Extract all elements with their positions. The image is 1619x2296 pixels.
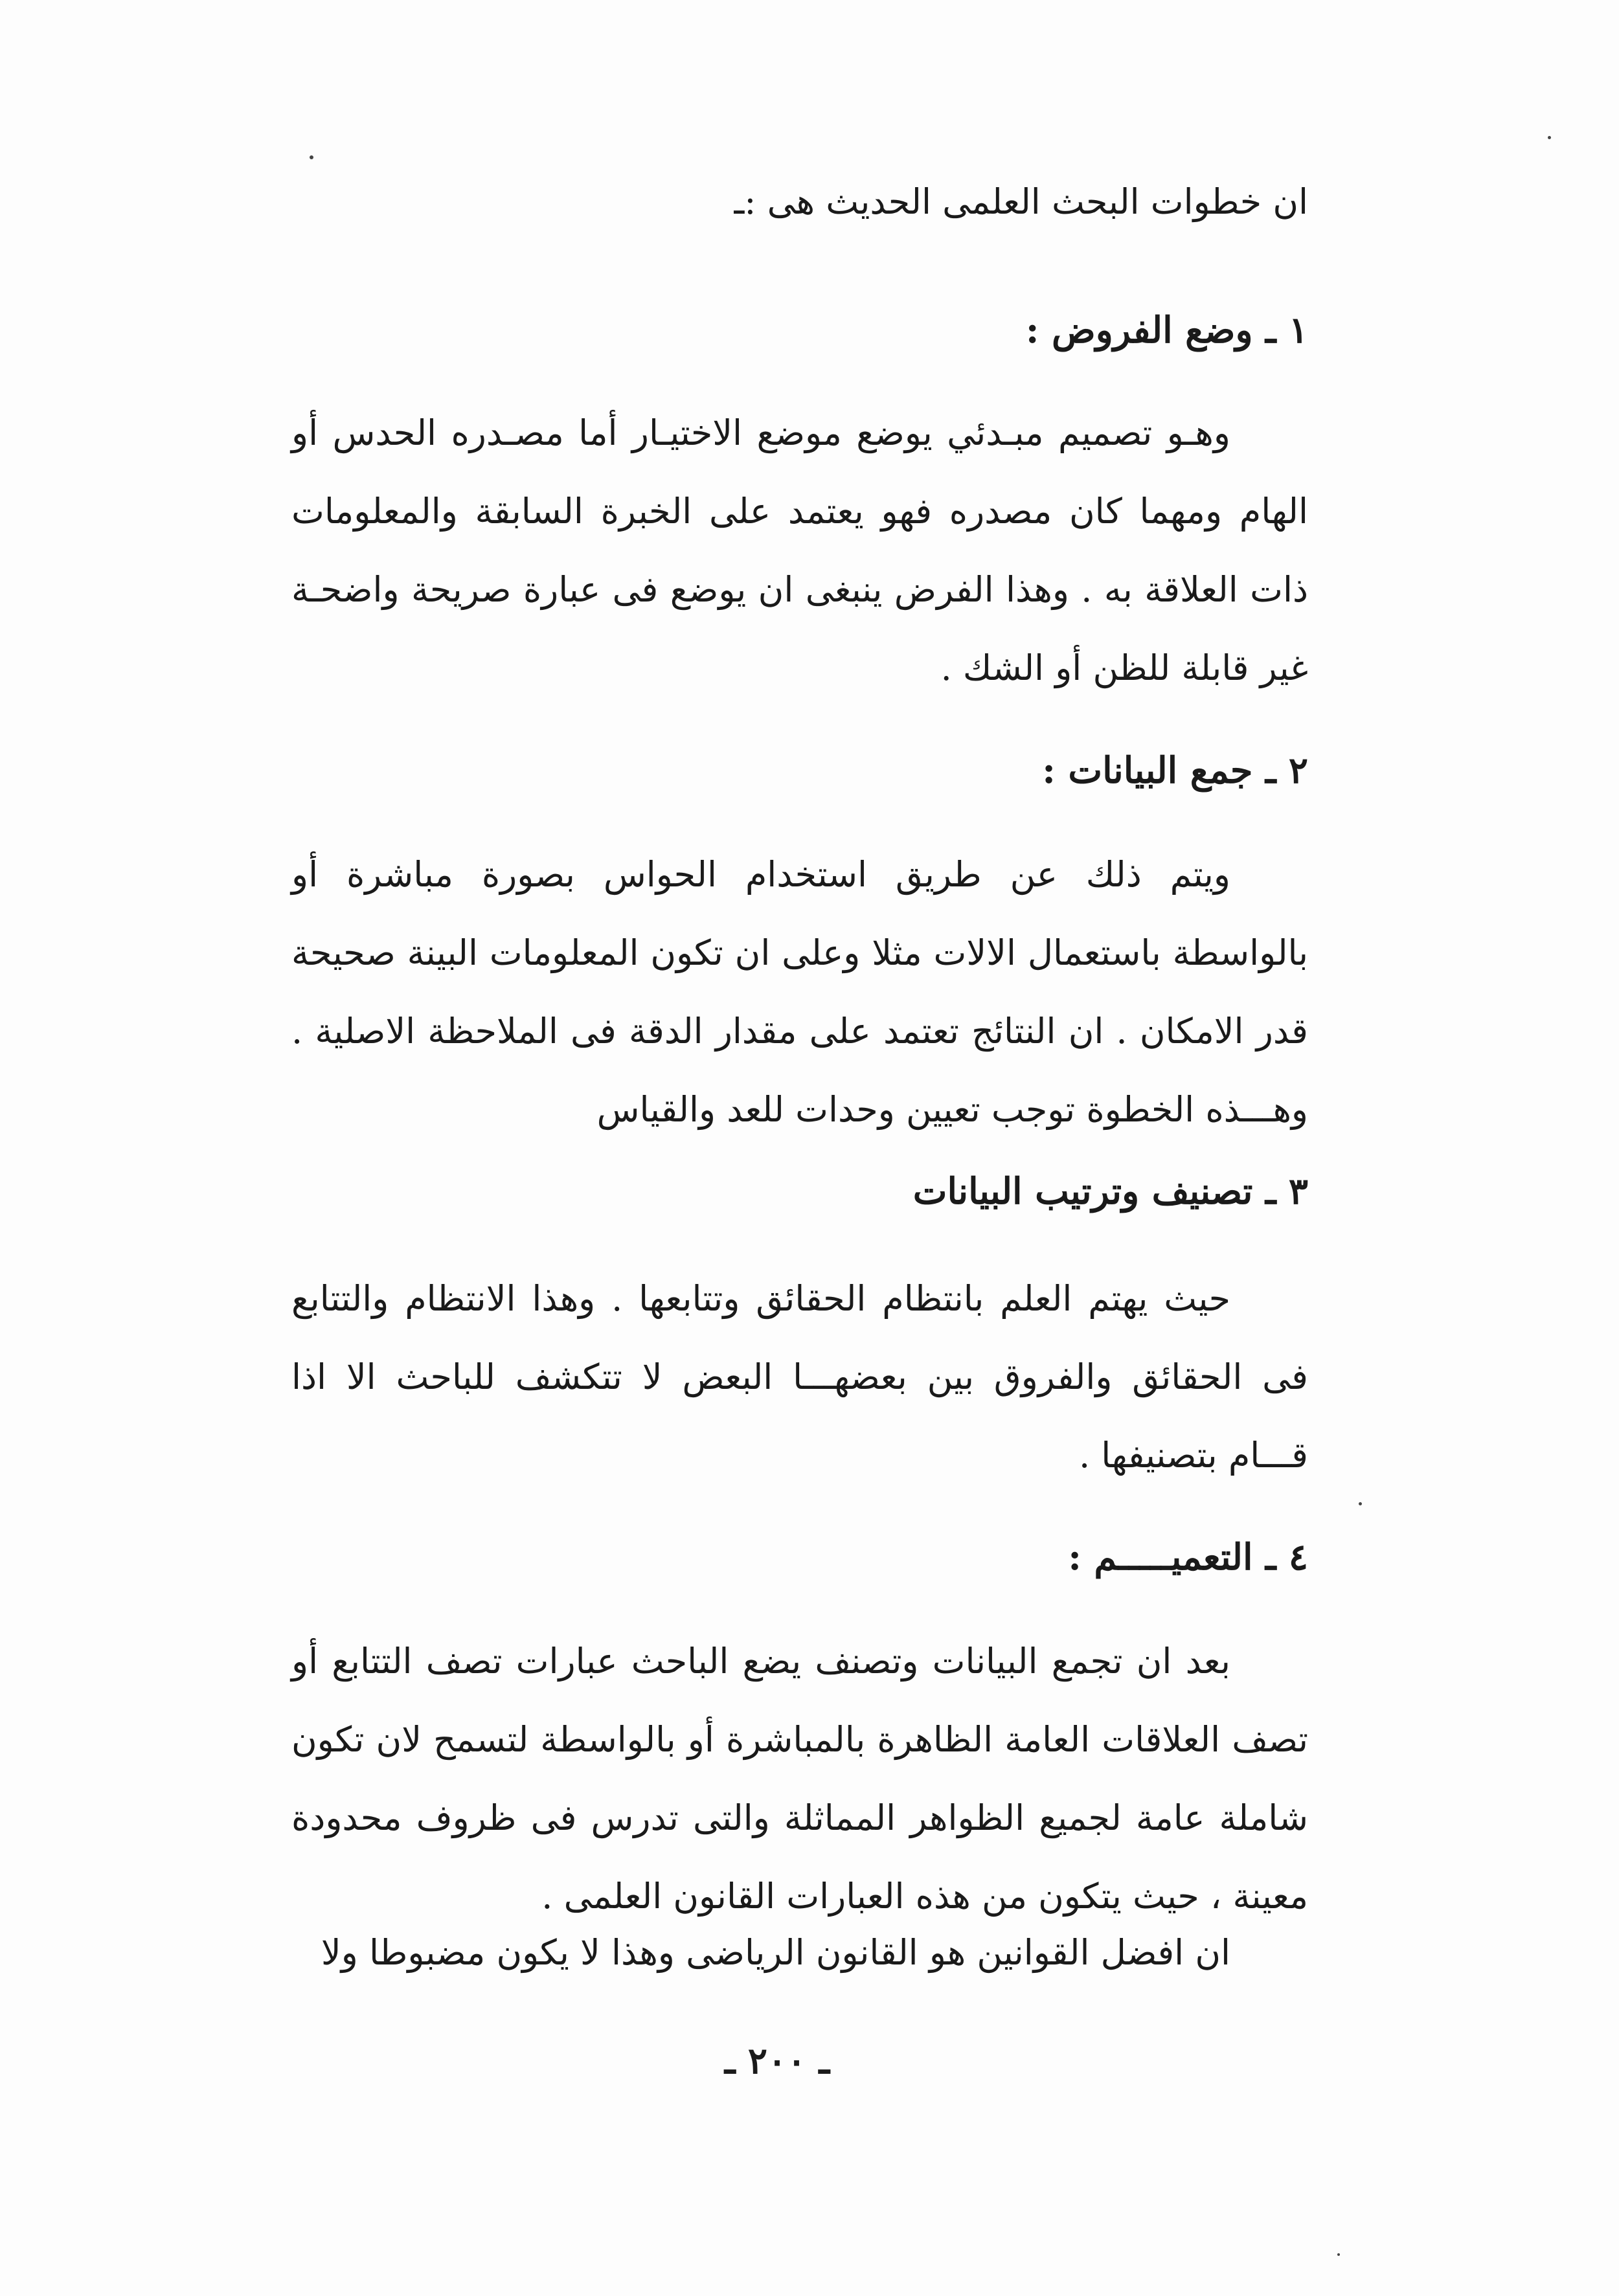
- scan-speck: [310, 155, 313, 159]
- section-paragraph-hypotheses: وهـو تصميم مبـدئي يوضع موضع الاختيـار أما مصـدره الحدس أو الهام ومهما كان مصدره فهو يعتمد على الخبرة السابقة والمعلومات ذات العلاقة به . وهذا الفرض ينبغى ان يوضع فى عبارة صريحة واضحـة غير قابلة للظن أو الشك .: [291, 412, 1308, 688]
- intro-line: ان خطوات البحث العلمى الحديث هى :ـ: [734, 181, 1308, 222]
- closing-paragraph: ان افضل القوانين هو القانون الرياضى وهذا لا يكون مضبوطا ولا: [321, 1932, 1230, 1973]
- section-paragraph-data-collection: ويتم ذلك عن طريق استخدام الحواس بصورة مباشرة أو بالواسطة باستعمال الالات مثلا وعلى ان تكون المعلومات البينة صحيحة قدر الامكان . ان النتائج تعتمد على مقدار الدقة فى الملاحظة الاصلية . وهـــذه الخطوة توجب تعيين وحدات للعد والقياس: [291, 854, 1308, 1130]
- scan-speck: [1337, 2253, 1340, 2256]
- section-paragraph-generalization: بعد ان تجمع البيانات وتصنف يضع الباحث عبارات تصف التتابع أو تصف العلاقات العامة الظاهرة بالمباشرة أو بالواسطة لتسمح لان تكون شاملة عامة لجميع الظواهر المماثلة والتى تدرس فى ظروف محدودة معينة ، حيث يتكون من هذه العبارات القانون العلمى .: [291, 1641, 1308, 1917]
- page-number: ـ ٢٠٠ ـ: [724, 2040, 830, 2082]
- scan-speck: [1548, 136, 1551, 139]
- section-heading-generalization: ٤ ـ التعميـــــم :: [1068, 1536, 1308, 1579]
- section-paragraph-classification: حيث يهتم العلم بانتظام الحقائق وتتابعها . وهذا الانتظام والتتابع فى الحقائق والفروق بين بعضهـــا البعض لا تتكشف للباحث الا اذا قـــام بتصنيفها .: [291, 1278, 1308, 1476]
- section-heading-data-collection: ٢ ـ جمع البيانات :: [1042, 749, 1308, 792]
- scan-speck: [1359, 1502, 1362, 1505]
- section-heading-classification: ٣ ـ تصنيف وترتيب البيانات: [912, 1170, 1308, 1213]
- section-heading-hypotheses: ١ ـ وضع الفروض :: [1025, 309, 1308, 352]
